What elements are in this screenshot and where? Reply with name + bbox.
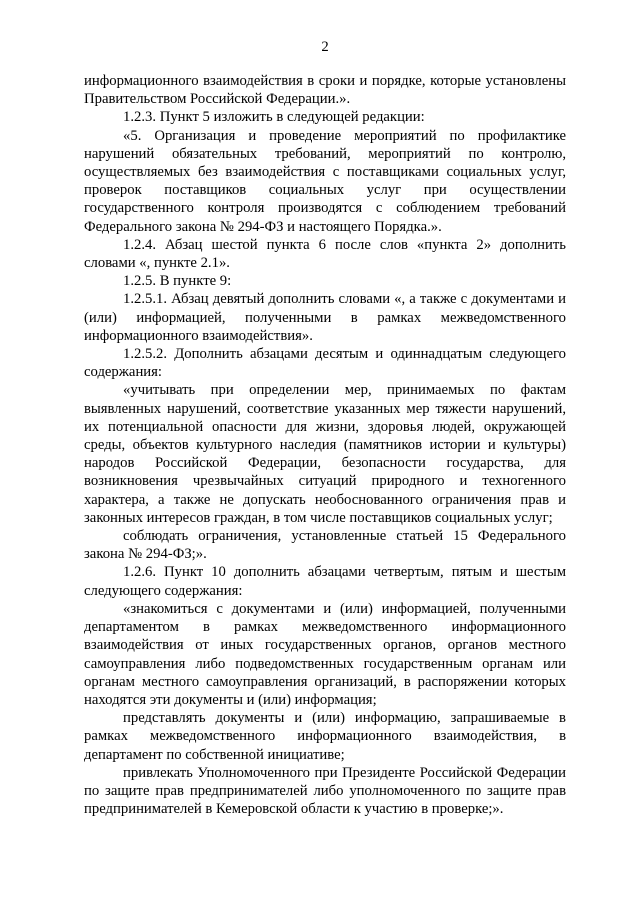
paragraph: 1.2.4. Абзац шестой пункта 6 после слов «пункта 2» дополнить словами «, пункте 2.1».: [84, 236, 566, 272]
document-body: [84, 72, 566, 818]
paragraph: 1.2.6. Пункт 10 дополнить абзацами четвертым, пятым и шестым следующего содержания:: [84, 564, 566, 599]
paragraph: информационного взаимодействия в сроки и порядке, которые установлены Правительством Российской Федерации.».: [84, 73, 566, 108]
page-number: 2: [321, 39, 329, 55]
paragraph: 1.2.5.1. Абзац девятый дополнить словами «, а также с документами и (или) информацией, полученными в рамках межведомственного информационного взаимодействия».: [84, 291, 566, 344]
paragraph: представлять документы и (или) информацию, запрашиваемые в рамках межведомственного информационного взаимодействия, в департамент по собственной инициативе;: [84, 710, 566, 763]
paragraph: 1.2.5.2. Дополнить абзацами десятым и одиннадцатым следующего содержания:: [84, 346, 566, 381]
paragraph: 1.2.3. Пункт 5 изложить в следующей редакции:: [123, 109, 425, 126]
paragraph: 1.2.5. В пункте 9:: [123, 273, 232, 290]
paragraph: привлекать Уполномоченного при Президенте Российской Федерации по защите прав предпринимателей либо уполномоченного по защите прав предпринимателей в Кемеровской области к участию в проверке;».: [84, 764, 566, 818]
paragraph: «учитывать при определении мер, принимаемых по фактам выявленных нарушений, соответствие указанных мер тяжести нарушений, их потенциальной опасности для жизни, здоровья людей, окружающей среды, объектов культурного наследия (памятников истории и культуры) народов Российской Федерации, безопасности государства, для возникновения чрезвычайных ситуаций природного и техногенного характера, а также не допускать необоснованного ограничения прав и законных интересов граждан, в том числе поставщиков социальных услуг;: [84, 382, 566, 526]
paragraph: соблюдать ограничения, установленные статьей 15 Федерального закона № 294-ФЗ;».: [84, 528, 566, 563]
paragraph: «5. Организация и проведение мероприятий по профилактике нарушений обязательных требований, мероприятий по контролю, осуществляемых без взаимодействия с поставщиками социальных услуг, проверок поставщиков социальных услуг при осуществлении государственного контроля производятся с соблюдением требований Федерального закона № 294-ФЗ и настоящего Порядка.».: [84, 127, 566, 235]
paragraph: «знакомиться с документами и (или) информацией, полученными департаментом в рамках межведомственного информационного взаимодействия от иных государственных органов, органов местного самоуправления либо подведомственных государственным органам или органам местного самоуправления организаций, в распоряжении которых находятся эти документы и (или) информация;: [84, 600, 566, 708]
